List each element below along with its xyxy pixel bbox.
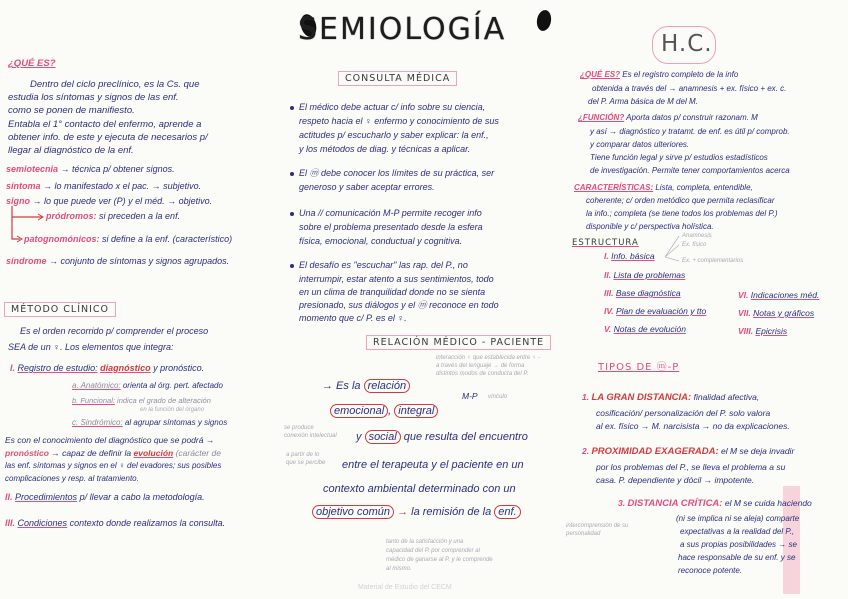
bullet-dot [290, 212, 294, 216]
text-line: complicaciones y resp. al tratamiento. [5, 474, 139, 483]
sub-label: b. Funcional: [72, 396, 115, 405]
keyword-pronostico: pronóstico [5, 448, 49, 458]
estructura-heading [572, 237, 639, 250]
heading-text: CONSULTA MÉDICA [338, 71, 457, 86]
branch-label: Ex. + complementarios [682, 258, 744, 264]
boxed-word-objetivo: objetivo común [312, 505, 394, 519]
bullet-line [290, 102, 485, 113]
item-label: Plan de evaluación y tto [616, 306, 707, 316]
term-sindrome [6, 256, 229, 267]
relacion-row-3 [356, 430, 528, 444]
text-span: el M se deja invadir [721, 446, 795, 456]
note-right: personalidad [566, 531, 601, 537]
ink-blot-right [535, 9, 552, 32]
text-line: generoso y saber aceptar errores. [299, 182, 435, 192]
roman-numeral: V. [604, 324, 612, 334]
term-label: signo [6, 196, 30, 206]
estructura-item [738, 326, 787, 337]
heading-text: TIPOS DE ⓜ-P [598, 362, 680, 373]
estructura-item [604, 270, 685, 281]
text-line: hace responsable de su enf. y se [678, 553, 796, 562]
left-que-es-heading [8, 58, 56, 70]
text-line: y comparar datos ulteriores. [590, 140, 690, 149]
sub-label: a. Anatómico: [72, 381, 121, 390]
text-line: del P. Arma básica de M del M. [588, 97, 698, 106]
relacion-row-6 [312, 505, 521, 519]
item-label: Condiciones [17, 518, 68, 528]
text-line: momento que c/ P. es el ♀. [299, 313, 407, 323]
text-line: cosificación/ personalización del P. solo valora [596, 408, 771, 418]
tipo-name: PROXIMIDAD EXAGERADA: [591, 446, 719, 457]
text-line: obtener info. de este y ejecuta de necesarios p/ [8, 132, 208, 143]
sub-label: c. Sindrómico: [72, 418, 123, 427]
text-line: respeto hacia el ♀ enfermo y conocimiento de sus [299, 116, 499, 126]
text-line: al ex. físico → M. narcisista → no da explicaciones. [596, 421, 790, 431]
text-line: la info.; completa (se tiene todos los problemas del P.) [586, 209, 778, 218]
estructura-item [604, 288, 681, 299]
mp-label: M-P [462, 391, 478, 401]
relacion-row-4: entre el terapeuta y el paciente en un [342, 459, 524, 471]
text-line: y los métodos de diag. y técnicas a aplicar. [299, 144, 471, 154]
heading-text: MÉTODO CLÍNICO [4, 302, 116, 317]
text-line: (ni se implica ni se aleja) comparte [676, 514, 800, 523]
item-keyword: diagnóstico [100, 363, 151, 373]
tipo-3-line [618, 498, 812, 509]
sub-item-c [72, 418, 227, 428]
branch-lines [664, 230, 682, 266]
note-right: intercomprensión de su [566, 523, 629, 529]
term-prodromos [46, 211, 180, 222]
term-label: síndrome [6, 256, 47, 266]
text-span: Una // comunicación M-P permite recoger info [299, 208, 482, 218]
roman-numeral: I. [604, 251, 609, 261]
metodo-clinico-heading [4, 303, 116, 316]
note-left-2: a partir de lo [286, 452, 320, 458]
term-definition: si preceden a la enf. [99, 211, 181, 221]
tipo-name: LA GRAN DISTANCIA: [591, 392, 692, 403]
text-line: SEA de un ♀. Los elementos que integra: [8, 342, 174, 352]
right-que-es-line [580, 70, 738, 80]
text-line: de investigación. Permite tener comportamientos acerca [590, 166, 790, 175]
note-bottom: médico de ganarse al P. y le comprende [386, 557, 493, 563]
text-line: disponible y c/ perspectiva holística. [586, 222, 714, 231]
text-line: obtenida a través del → anamnesis + ex. físico + ex. c. [592, 84, 787, 93]
note-bottom: tanto de la satisfacción y una [386, 539, 464, 545]
item-label: Procedimientos [15, 492, 78, 502]
item-label: Epicrisis [755, 326, 788, 336]
tipo-number: 2. [582, 446, 590, 456]
boxed-word-emocional: emocional [330, 404, 388, 418]
relacion-row-1 [322, 379, 410, 393]
term-patognomonicos [24, 234, 232, 245]
item-label: Registro de estudio: [17, 363, 98, 373]
item-label: Notas de evolución [613, 324, 686, 334]
caracteristicas-line [574, 183, 753, 193]
roman-numeral: I. [10, 363, 16, 373]
roman-numeral: III. [604, 288, 614, 298]
item-label: Info. básica [611, 251, 655, 261]
term-definition: → lo que puede ver (P) y el méd. → objetivo. [32, 196, 213, 206]
text-line: Entabla el 1° contacto del enfermo, aprende a [8, 119, 202, 130]
roman-numeral: II. [5, 492, 13, 502]
text-line: llegar al diagnóstico de la enf. [8, 145, 134, 156]
item-label: Notas y gráficos [753, 308, 815, 318]
roman-numeral: VI. [738, 290, 749, 300]
keyword-evolucion: evolución [133, 448, 174, 458]
separator: , [388, 405, 392, 417]
text-span: El desafío es "escuchar" las rap. del P., no [299, 260, 468, 270]
text-span: El médico debe actuar c/ info sobre su ciencia, [299, 102, 486, 112]
estructura-item [604, 251, 655, 262]
item-rest: contexto donde realizamos la consulta. [69, 518, 226, 528]
roman-numeral: VIII. [738, 326, 754, 336]
text-span: el M se cuida haciendo [724, 498, 812, 508]
text-span: y [356, 431, 362, 443]
vinculo-note: vínculo [488, 394, 508, 400]
sub-item-a [72, 381, 223, 391]
note-bottom: al mismo. [386, 566, 412, 572]
text-line: por los problemas del P., se lleva el problema a su [596, 462, 786, 472]
estructura-item [604, 324, 686, 335]
note-top: interacción ♀ que establecida entre ♀ - [436, 355, 541, 361]
text-line: Dentro del ciclo preclínico, es la Cs. que [30, 79, 200, 90]
tipo-number: 3. [618, 498, 626, 508]
branch-label: Anamnesis [682, 233, 712, 239]
sub-item-b [72, 396, 211, 405]
bullet-dot [290, 264, 294, 268]
text-line: sobre el problema presentado desde la esfera [299, 222, 483, 232]
term-definition: → técnica p/ obtener signos. [60, 164, 175, 174]
term-definition: → conjunto de síntomas y signos agrupados. [49, 256, 230, 266]
estructura-item [738, 308, 814, 319]
text-line: estudia los síntomas y signos de las enf. [8, 92, 179, 103]
metodo-item-3 [5, 518, 225, 529]
boxed-word-relacion: relación [364, 379, 411, 393]
heading-text: ESTRUCTURA [572, 238, 639, 248]
consulta-medica-heading [338, 72, 457, 85]
sub-text: orienta al órg. pert. afectado [122, 381, 223, 390]
note-left-2: que se percibe [286, 460, 326, 466]
metodo-item-2 [5, 492, 205, 503]
note-top: distintos modos de conducta del P. [436, 371, 529, 377]
item-label: Lista de problemas [613, 270, 686, 280]
text-line: física, emocional, conductual y cognitiva. [299, 236, 463, 246]
hc-label: H.C. [661, 31, 713, 57]
note-bottom: capacidad del P. por comprender al [386, 548, 480, 554]
term-definition: si define a la enf. (característico) [102, 234, 233, 244]
text-line: en un clima de tranquilidad donde no se sienta [299, 287, 486, 297]
item-label: Base diagnóstica [615, 288, 681, 298]
sub-text: indica el grado de alteración [117, 396, 211, 405]
term-definition: → lo manifestado x el pac. → subjetivo. [43, 181, 202, 191]
text-span: la remisión de la [411, 506, 492, 518]
estructura-item [738, 290, 819, 301]
heading-text: RELACIÓN MÉDICO - PACIENTE [366, 335, 551, 350]
text-line: Es con el conocimiento del diagnóstico que se podrá → [5, 435, 215, 445]
heading-text: ¿QUÉ ES? [8, 58, 56, 69]
text-line: coherente; c/ orden metódico que permita reclasificar [586, 196, 775, 205]
page-title: SEMIOLOGÍA [298, 12, 507, 47]
text-line: Es el orden recorrido p/ comprender el proceso [20, 326, 209, 336]
term-label: semiotecnia [6, 164, 59, 174]
heading-text: ¿QUÉ ES? [580, 70, 621, 79]
roman-numeral: VII. [738, 308, 751, 318]
tipo-2-line [582, 446, 794, 457]
text-line: a sus propias posibilidades → se [680, 540, 797, 549]
text-span: Lista, completa, entendible, [655, 183, 753, 192]
tipo-1-line [582, 392, 759, 403]
text-span: → capaz de definir la [51, 448, 132, 458]
term-label: síntoma [6, 181, 41, 191]
text-line: presionado, sus diálogos y el ⓜ reconoce en todo [299, 300, 499, 310]
boxed-word-enf: enf. [494, 505, 520, 519]
note-left: conexión intelectual [284, 433, 337, 439]
text-span: → Es la [322, 380, 361, 392]
relacion-row-2 [330, 404, 438, 418]
text-line: expectativas a la realidad del P., [680, 527, 795, 536]
text-span: Aporta datos p/ construir razonam. M [626, 113, 758, 122]
text-line: reconoce potente. [678, 566, 743, 575]
heading-text: ¿FUNCIÓN? [578, 113, 625, 122]
roman-numeral: IV. [604, 306, 614, 316]
estructura-item [604, 306, 706, 317]
roman-numeral: II. [604, 270, 612, 280]
arrow-glyph: → [397, 506, 409, 518]
note-top: a través del lenguaje → de forma [436, 363, 525, 369]
bullet-line [290, 208, 482, 219]
connector-arrows [0, 203, 50, 245]
relacion-heading [366, 336, 551, 349]
metodo-item-1 [10, 363, 204, 374]
term-semiotecnia [6, 164, 175, 175]
sub-text: al agrupar síntomas y signos [124, 418, 228, 427]
item-rest: p/ llevar a cabo la metodología. [79, 492, 205, 502]
bullet-line [290, 260, 468, 271]
branch-label: Ex. físico [682, 242, 707, 248]
pronostico-line [5, 448, 221, 459]
term-label: patognomónicos: [24, 234, 100, 244]
text-line: como se ponen de manifiesto. [8, 105, 135, 116]
text-line: y así → diagnóstico y tratamt. de enf. es útil p/ comprob. [590, 127, 790, 136]
term-sintoma [6, 181, 201, 192]
roman-numeral: III. [5, 518, 16, 528]
text-line: Tiene función legal y sirve p/ estudios estadísticos [590, 153, 768, 162]
text-line: interrumpir, estar atento a sus sentimientos, todo [299, 274, 494, 284]
tipos-heading [598, 361, 679, 374]
bullet-line [290, 168, 494, 179]
note-left: se produce [284, 425, 314, 431]
bullet-dot [290, 106, 294, 110]
tipo-number: 1. [582, 392, 590, 402]
heading-text: CARACTERÍSTICAS: [574, 183, 654, 192]
text-line: las enf. síntomas y signos en el ♀ del evadores; sus posibles [5, 461, 222, 470]
boxed-word-integral: integral [394, 404, 438, 418]
bullet-dot [290, 172, 294, 176]
sub-b-note: en la función del órgano [140, 407, 205, 413]
text-span: El ⓜ debe conocer los límites de su práctica, ser [299, 168, 495, 178]
item-rest: y pronóstico. [153, 363, 205, 373]
boxed-word-social: social [365, 430, 401, 444]
text-line: actitudes p/ escucharlo y saber explicar: la enf., [299, 130, 489, 140]
relacion-row-5: contexto ambiental determinado con un [323, 483, 516, 495]
term-label: pródromos: [46, 211, 97, 221]
text-line: casa. P. dependiente y dócil → impotente. [596, 475, 755, 485]
tipo-name: DISTANCIA CRÍTICA: [627, 498, 723, 509]
text-span: que resulta del encuentro [403, 431, 528, 443]
text-span: finalidad afectiva, [693, 392, 760, 402]
text-span: Es el registro completo de la info [622, 70, 739, 79]
funcion-line [578, 113, 758, 123]
text-span: (carácter de [175, 448, 221, 458]
item-label: Indicaciones méd. [750, 290, 820, 300]
watermark: Material de Estudio del CECM [358, 584, 452, 591]
